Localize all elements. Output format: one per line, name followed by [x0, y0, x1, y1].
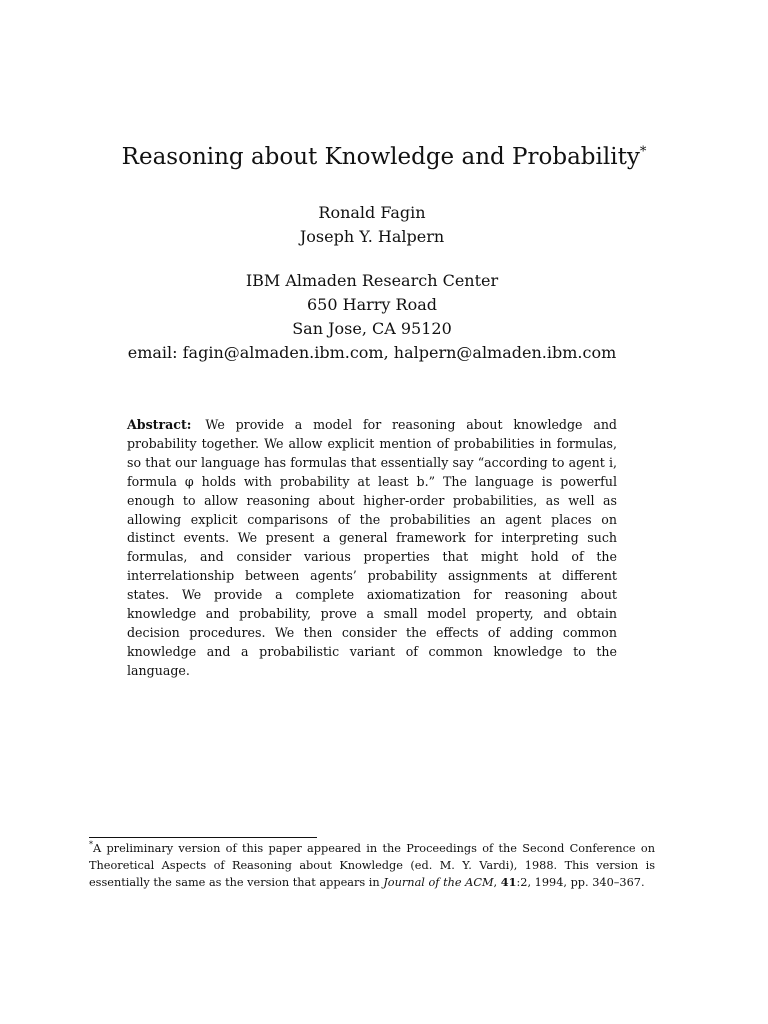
footnote-citation: :2, 1994, pp. 340–367. [516, 876, 645, 889]
footnote-text: A preliminary version of this paper appeared in the Proceedings of the Second Conference on Theoretical Aspects of Reasoning about Knowledge (ed. M. Y. Vardi), 1988. This version is essentially the same as the version that appears in [89, 842, 655, 889]
abstract-label: Abstract: [127, 417, 192, 432]
author-name: Ronald Fagin [318, 203, 426, 222]
paper-title-text: Reasoning about Knowledge and Probability [121, 144, 640, 170]
footnote-journal: Journal of the ACM [383, 876, 494, 889]
author-name: Joseph Y. Halpern [299, 227, 445, 246]
footnote [89, 840, 655, 891]
affiliation-email-line: email: fagin@almaden.ibm.com, halpern@almaden.ibm.com [127, 343, 617, 362]
abstract [127, 416, 617, 681]
affiliation-line: IBM Almaden Research Center [245, 271, 499, 290]
abstract-text: We provide a model for reasoning about knowledge and probability together. We allow explicit mention of probabilities in formulas, so that our language has formulas that essentially say “according to agent i, formula φ holds with probability at least b.” The language is powerful enough to allow reasoning about higher-order probabilities, as well as allowing explicit comparisons of the probabilities an agent places on distinct events. We present a general framework for interpreting such formulas, and consider various properties that might hold of the interrelationship between agents’ probability assignments at different states. We provide a complete axiomatization for reasoning about knowledge and probability, prove a small model property, and obtain decision procedures. We then consider the effects of adding common knowledge and a probabilistic variant of common knowledge to the language. [127, 417, 617, 678]
title-footnote-mark: * [639, 144, 647, 160]
footnote-volume: 41 [500, 875, 517, 889]
affiliation-line: 650 Harry Road [307, 295, 437, 314]
author-list [0, 201, 744, 249]
paper-title [0, 144, 768, 170]
footnote-mark: * [89, 840, 93, 850]
footnote-divider [89, 837, 317, 838]
affiliation-line: San Jose, CA 95120 [292, 319, 452, 338]
affiliation-block [0, 269, 744, 365]
footnote-separator: , [493, 876, 501, 889]
